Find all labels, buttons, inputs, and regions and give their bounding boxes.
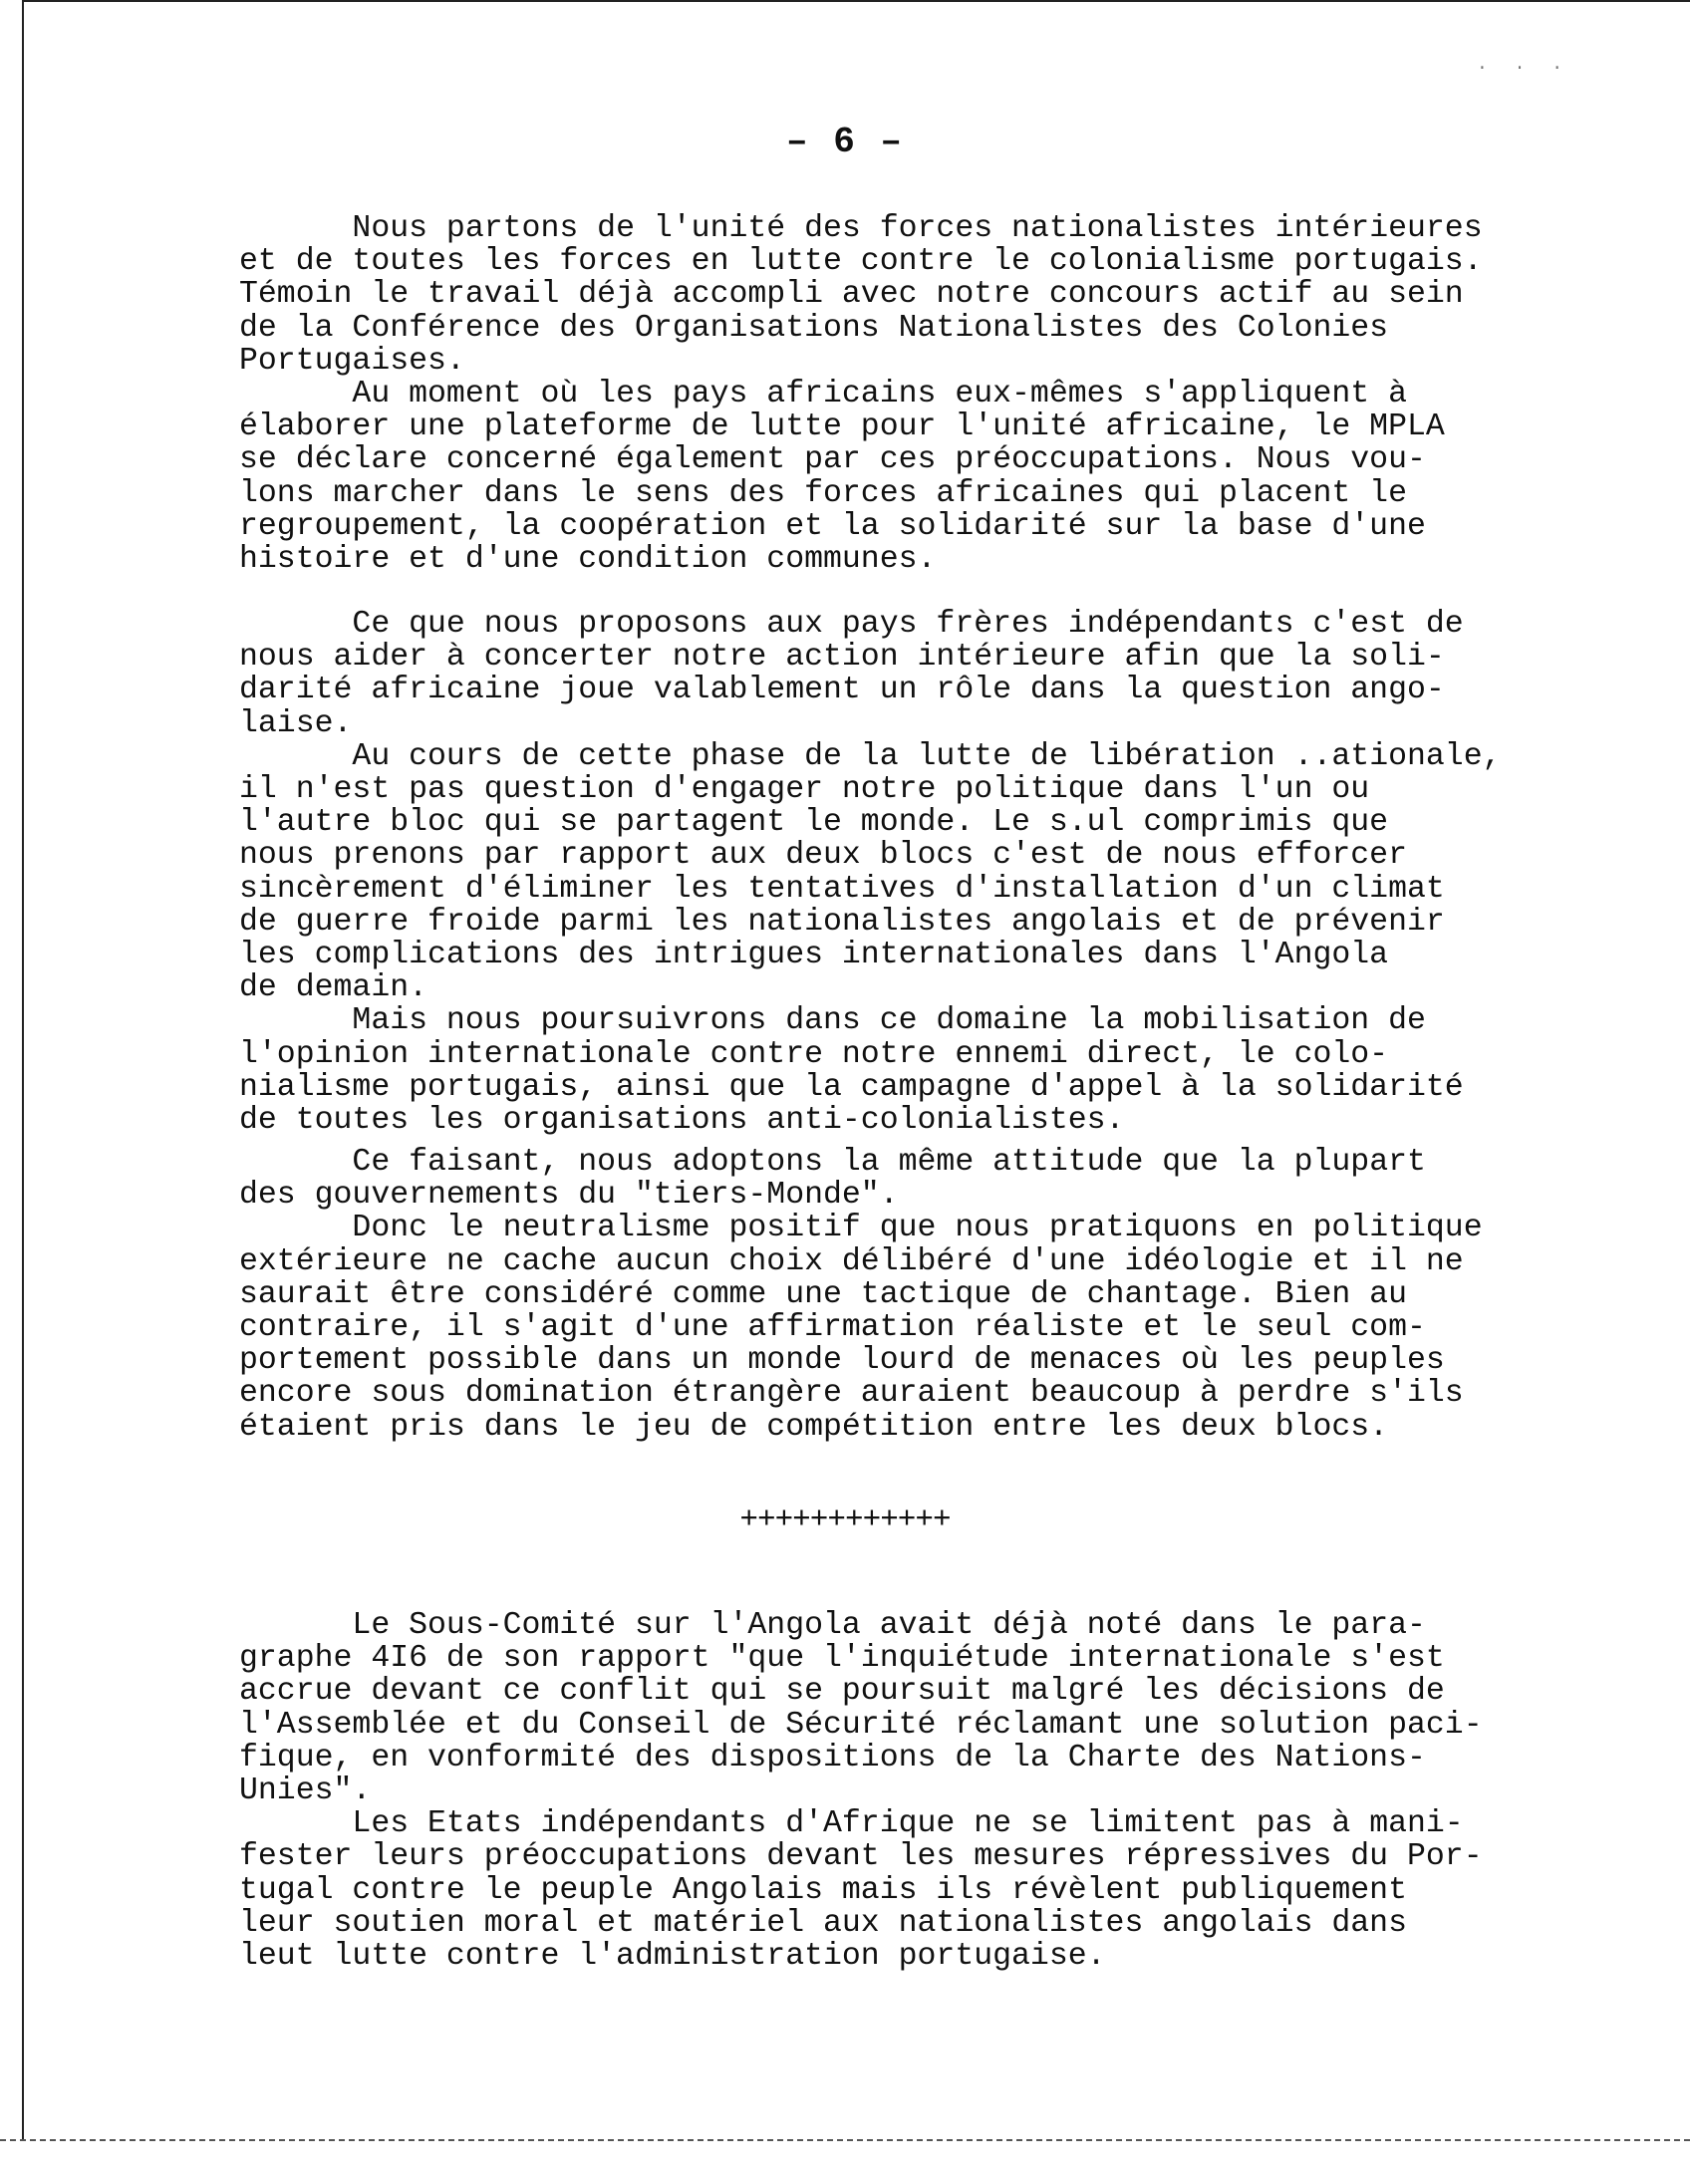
bottom-rule (0, 2139, 1690, 2141)
section-separator: ++++++++++++ (739, 1502, 951, 1537)
paragraph-1: Nous partons de l'unité des forces nationalistes intérieures et de toutes les forces en lutte contre le colonialisme portugais. Témoin le travail déjà accompli avec notre concours actif au sein de la Conférence des Organisations Nationalistes des Colonies Portugaises. (239, 211, 1483, 379)
paragraph-3: Ce que nous proposons aux pays frères indépendants c'est de nous aider à concerter notre action intérieure afin que la soli- darité africaine joue valablement un rôle dans la question ango- laise. (239, 607, 1464, 741)
paragraph-7: Donc le neutralisme positif que nous pratiquons en politique extérieure ne cache aucun choix délibéré d'une idéologie et il ne saurait être considéré comme une tactique de chantage. Bien au contraire, il s'agit d'une affirmation réaliste et le seul com- portement possible dans un monde lourd de menaces où les peuples encore sous domination étrangère auraient beaucoup à perdre s'ils étaient pris dans le jeu de compétition entre les deux blocs. (239, 1211, 1483, 1445)
paragraph-group-4 (239, 1609, 1564, 1973)
paragraph-group-2 (239, 608, 1564, 1137)
paragraph-8: Le Sous-Comité sur l'Angola avait déjà noté dans le para- graphe 4I6 de son rapport "que l'inquiétude internationale s'est accrue devant ce conflit qui se poursuit malgré les décisions de l'Assemblée et du Conseil de Sécurité réclamant une solution paci- fique, en vonformité des dispositions de la Charte des Nations- Unies". (239, 1608, 1483, 1809)
page-number: – 6 – (785, 122, 905, 162)
corner-marks: . . . (1476, 55, 1570, 75)
paragraph-4: Au cours de cette phase de la lutte de libération ..ationale, il n'est pas question d'engager notre politique dans l'un ou l'autre bloc qui se partagent le monde. Le s.ul comprimis que nous prenons par rapport aux deux blocs c'est de nous efforcer sincèrement d'éliminer les tentatives d'installation d'un climat de guerre froide parmi les nationalistes angolais et de prévenir les complications des intrigues internationales dans l'Angola de demain. (239, 738, 1502, 1006)
paragraph-9: Les Etats indépendants d'Afrique ne se limitent pas à mani- fester leurs préoccupations devant les mesures répressives du Por- tugal contre le peuple Angolais mais ils révèlent publiquement leur soutien moral et matériel aux nationalistes angolais dans leut lutte contre l'administration portugaise. (239, 1806, 1483, 1975)
paragraph-5: Mais nous poursuivrons dans ce domaine la mobilisation de l'opinion internationale contre notre ennemi direct, le colo- nialisme portugais, ainsi que la campagne d'appel à la solidarité de toutes les organisations anti-colonialistes. (239, 1003, 1464, 1139)
paragraph-group-3 (239, 1146, 1564, 1444)
paragraph-6: Ce faisant, nous adoptons la même attitude que la plupart des gouvernements du "tiers-Monde". (239, 1145, 1426, 1214)
paragraph-group-1 (239, 212, 1564, 576)
paragraph-2: Au moment où les pays africains eux-mêmes s'appliquent à élaborer une plateforme de lutte pour l'unité africaine, le MPLA se déclare concerné également par ces préoccupations. Nous vou- lons marcher dans le sens des forces africaines qui placent le regroupement, la coopération et la solidarité sur la base d'une histoire et d'une condition communes. (239, 377, 1445, 578)
